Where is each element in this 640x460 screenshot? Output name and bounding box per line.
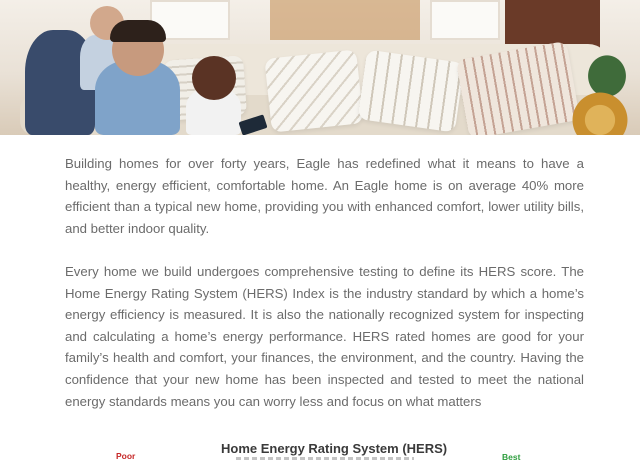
pillow	[264, 49, 363, 132]
hero-family-photo	[0, 0, 640, 135]
person-girl-head	[192, 56, 236, 100]
hers-paragraph: Every home we build undergoes comprehensive testing to define its HERS score. The Home Energy Rating System (HERS) Index is the industry standard by which a home’s energy efficiency is measured. It is also the nationally recognized system for inspecting and calculating a home’s energy performance. HERS rated homes are good for your family’s health and comfort, your finances, the environment, and the country. Having the confidence that your new home has been inspected and tested to meet the national energy standards means you can worry less and focus on what matters	[65, 264, 584, 409]
plant-pot-icon	[565, 85, 635, 135]
pillow	[358, 50, 465, 133]
hers-best-label: Best	[502, 452, 521, 460]
person-man-hair	[110, 20, 166, 42]
intro-paragraph: Building homes for over forty years, Eagle has redefined what it means to have a healthy, energy efficient, comfortable home. An Eagle home is on average 40% more efficient than a typical new home, providing you with enhanced comfort, lower utility bills, and better indoor quality.	[65, 156, 584, 236]
hers-poor-label: Poor	[116, 451, 136, 460]
kitchen-shelf-decor	[270, 0, 420, 40]
window-decor	[430, 0, 500, 40]
hers-rating-title: Home Energy Rating System (HERS)	[221, 441, 448, 456]
